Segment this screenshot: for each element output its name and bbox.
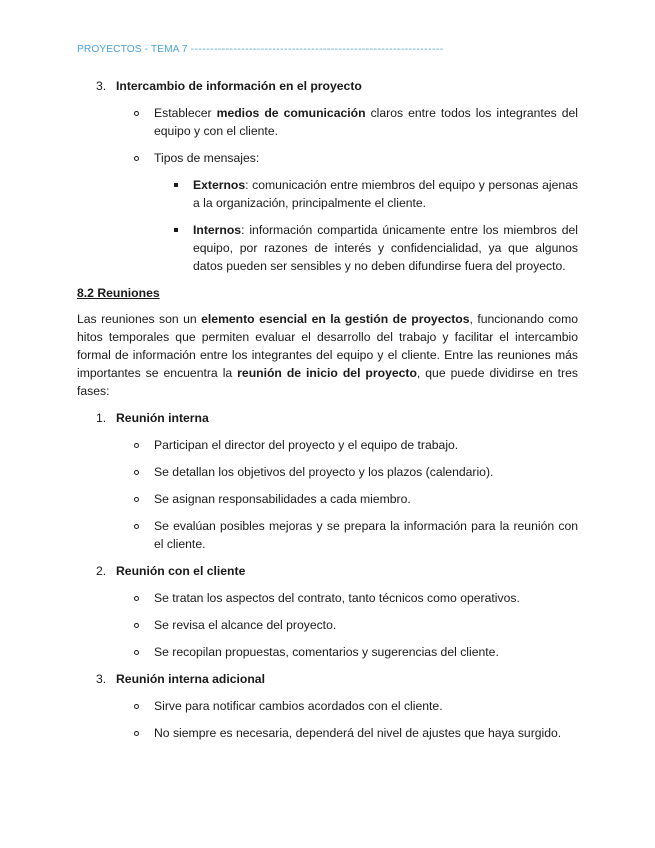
- item-title: Reunión con el cliente: [116, 564, 246, 578]
- item-number: 2.: [96, 564, 107, 578]
- bullet-item: Sirve para notificar cambios acordados con el cliente.: [77, 697, 578, 715]
- bullet-item: No siempre es necesaria, dependerá del nivel de ajustes que haya surgido.: [77, 724, 578, 742]
- item-title: Reunión interna: [116, 411, 209, 425]
- bullet-item: Se revisa el alcance del proyecto.: [77, 616, 578, 634]
- sub-bullet-item: Externos: comunicación entre miembros del equipo y personas ajenas a la organización, principalmente el cliente.: [77, 176, 578, 212]
- bullet-square-icon: [174, 228, 178, 232]
- bullet-circle-icon: [134, 497, 139, 502]
- item-number: 3.: [96, 672, 107, 686]
- bullet-circle-icon: [134, 623, 139, 628]
- bold-text: Internos: [193, 223, 242, 237]
- document-body: [77, 77, 578, 751]
- numbered-item-phase-2: [77, 562, 578, 580]
- bullet-item: Se evalúan posibles mejoras y se prepara la información para la reunión con el cliente.: [77, 517, 578, 553]
- header-title: PROYECTOS - TEMA 7: [77, 44, 188, 55]
- bullet-circle-icon: [134, 650, 139, 655]
- bullet-circle-icon: [134, 111, 139, 116]
- bullet-item: Tipos de mensajes:: [77, 149, 578, 167]
- bullet-circle-icon: [134, 704, 139, 709]
- bold-text: Externos: [193, 178, 246, 192]
- sub-bullet-item: Internos: información compartida únicamente entre los miembros del equipo, por razones de interés y confidencialidad, ya que algunos datos pueden ser sensibles y no deben difundirse fuera del proyecto.: [77, 221, 578, 275]
- numbered-item-phase-3: [77, 670, 578, 688]
- header-rule: -----------------------------------------------------------------: [190, 44, 444, 55]
- item-title: Reunión interna adicional: [116, 672, 265, 686]
- section-heading: 8.2 Reuniones: [77, 286, 160, 300]
- bullet-item: Se recopilan propuestas, comentarios y sugerencias del cliente.: [77, 643, 578, 661]
- bold-text: reunión de inicio del proyecto: [237, 366, 417, 380]
- bold-text: elemento esencial en la gestión de proyectos: [201, 312, 470, 326]
- bullet-item: Se detallan los objetivos del proyecto y los plazos (calendario).: [77, 463, 578, 481]
- intro-paragraph: Las reuniones son un elemento esencial en la gestión de proyectos, funcionando como hitos temporales que permiten evaluar el desarrollo del trabajo y facilitar el intercambio formal de información entre los integrantes del equipo y el cliente. Entre las reuniones más importantes se encuentra la reunión de inicio del proyecto, que puede dividirse en tres fases:: [77, 312, 578, 398]
- page-header: [77, 44, 577, 55]
- bullet-item: Participan el director del proyecto y el equipo de trabajo.: [77, 436, 578, 454]
- bullet-circle-icon: [134, 470, 139, 475]
- bullet-circle-icon: [134, 596, 139, 601]
- bullet-item: Establecer medios de comunicación claros entre todos los integrantes del equipo y con el cliente.: [77, 104, 578, 140]
- bullet-circle-icon: [134, 524, 139, 529]
- bullet-circle-icon: [134, 731, 139, 736]
- bullet-circle-icon: [134, 443, 139, 448]
- bold-text: medios de comunicación: [216, 106, 366, 120]
- bullet-item: Se asignan responsabilidades a cada miembro.: [77, 490, 578, 508]
- item-number: 1.: [96, 411, 107, 425]
- numbered-item-phase-1: [77, 409, 578, 427]
- item-title: Intercambio de información en el proyecto: [116, 79, 362, 93]
- item-number: 3.: [96, 79, 107, 93]
- numbered-item-3: [77, 77, 578, 95]
- bullet-circle-icon: [134, 156, 139, 161]
- bullet-square-icon: [174, 183, 178, 187]
- bullet-item: Se tratan los aspectos del contrato, tanto técnicos como operativos.: [77, 589, 578, 607]
